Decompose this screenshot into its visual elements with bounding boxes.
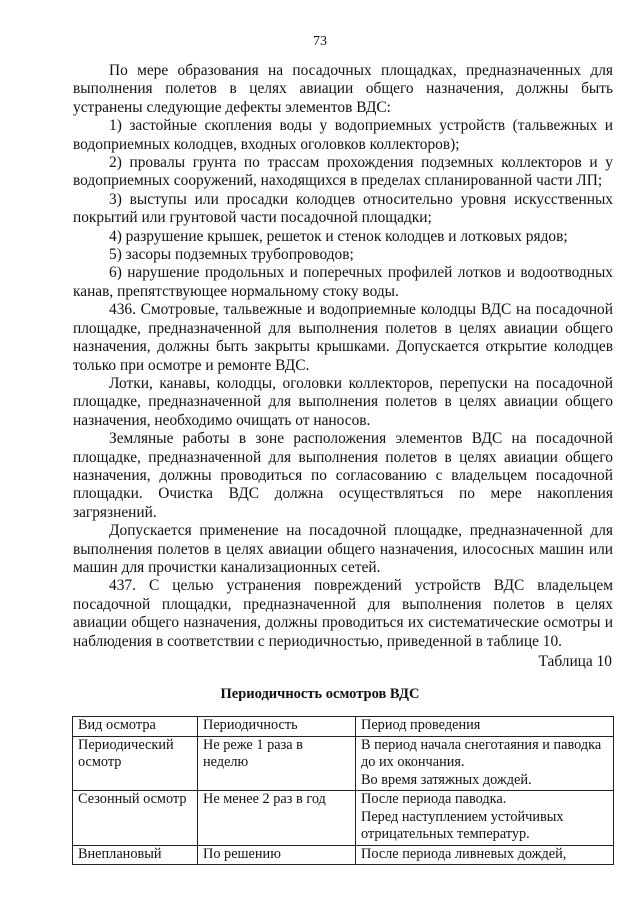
paragraph-437: 437. С целью устранения повреждений устройств ВДС владельцем посадочной площадки, предназначенной для выполнения полетов в целях авиации общего назначения, должны проводиться их систематические осмотры и наблюдения в соответствии с периодичностью, приведенной в таблице 10. — [73, 577, 613, 650]
table-cell: Внеплановый — [73, 845, 198, 865]
paragraph: Земляные работы в зоне расположения элементов ВДС на посадочной площадке, предназначенной для выполнения полетов в целях авиации общего назначения, должны проводиться по согласованию с владельцем посадочной площадки. Очистка ВДС должна осуществляться по мере накопления загрязнений. — [73, 430, 613, 521]
table-cell — [356, 736, 614, 791]
list-item: 5) засоры подземных трубопроводов; — [109, 246, 354, 264]
paragraph-436: 436. Смотровые, тальвежные и водоприемные колодцы ВДС на посадочной площадке, предназначенной для выполнения полетов в целях авиации общего назначения, должны быть закрыты крышками. Допускается открытие колодцев только при осмотре и ремонте ВДС. — [73, 301, 613, 374]
list-item: 1) застойные скопления воды у водоприемных устройств (тальвежных и водоприемных колодцев, входных оголовков коллекторов); — [73, 117, 613, 153]
table-cell: Не реже 1 раза в неделю — [198, 736, 356, 791]
list-item: 6) нарушение продольных и поперечных профилей лотков и водоотводных канав, препятствующее нормальному стоку воды. — [73, 264, 613, 300]
paragraph: Лотки, канавы, колодцы, оголовки коллекторов, перепуски на посадочной площадке, предназначенной для выполнения полетов в целях авиации общего назначения, необходимо очищать от наносов. — [73, 374, 613, 429]
table-title: Периодичность осмотров ВДС — [220, 686, 420, 702]
inspection-schedule-table — [72, 716, 614, 865]
table-row — [73, 791, 614, 846]
document-body — [73, 62, 613, 651]
header-cell: Вид осмотра — [73, 717, 198, 737]
table-row — [73, 845, 614, 865]
table-caption: Таблица 10 — [538, 653, 612, 670]
paragraph: Допускается применение на посадочной площадке, предназначенной для выполнения полетов в целях авиации общего назначения, илососных машин или машин для прочистки канализационных сетей. — [73, 522, 613, 576]
table-header-row — [73, 717, 614, 737]
header-cell: Периодичность — [198, 717, 356, 737]
page-number: 73 — [313, 34, 327, 49]
table-cell — [356, 791, 614, 846]
cell-line: После периода ливневых дождей, — [361, 845, 567, 862]
header-cell: Период проведения — [356, 717, 614, 737]
cell-line: Перед наступлением устойчивых отрицательных температур. — [361, 808, 564, 842]
cell-line: Во время затяжных дождей. — [361, 771, 532, 788]
list-item: 4) разрушение крышек, решеток и стенок колодцев и лотковых рядов; — [109, 227, 568, 245]
cell-line: После периода паводка. — [361, 791, 507, 807]
table-cell: По решению — [198, 845, 356, 865]
table-cell — [356, 845, 614, 865]
cell-line: В период начала снеготаяния и паводка до их окончания. — [361, 736, 602, 770]
paragraph: По мере образования на посадочных площадках, предназначенных для выполнения полетов в целях авиации общего назначения, должны быть устранены следующие дефекты элементов ВДС: — [73, 62, 613, 116]
list-item: 2) провалы грунта по трассам прохождения подземных коллекторов и у водоприемных сооружений, находящихся в пределах спланированной части ЛП; — [73, 154, 613, 190]
table-cell: Не менее 2 раз в год — [198, 791, 356, 846]
table-cell: Сезонный осмотр — [73, 791, 198, 846]
list-item: 3) выступы или просадки колодцев относительно уровня искусственных покрытий или грунтовой части посадочной площадки; — [73, 190, 613, 227]
table-row — [73, 736, 614, 791]
table-cell: Периодический осмотр — [73, 736, 198, 791]
